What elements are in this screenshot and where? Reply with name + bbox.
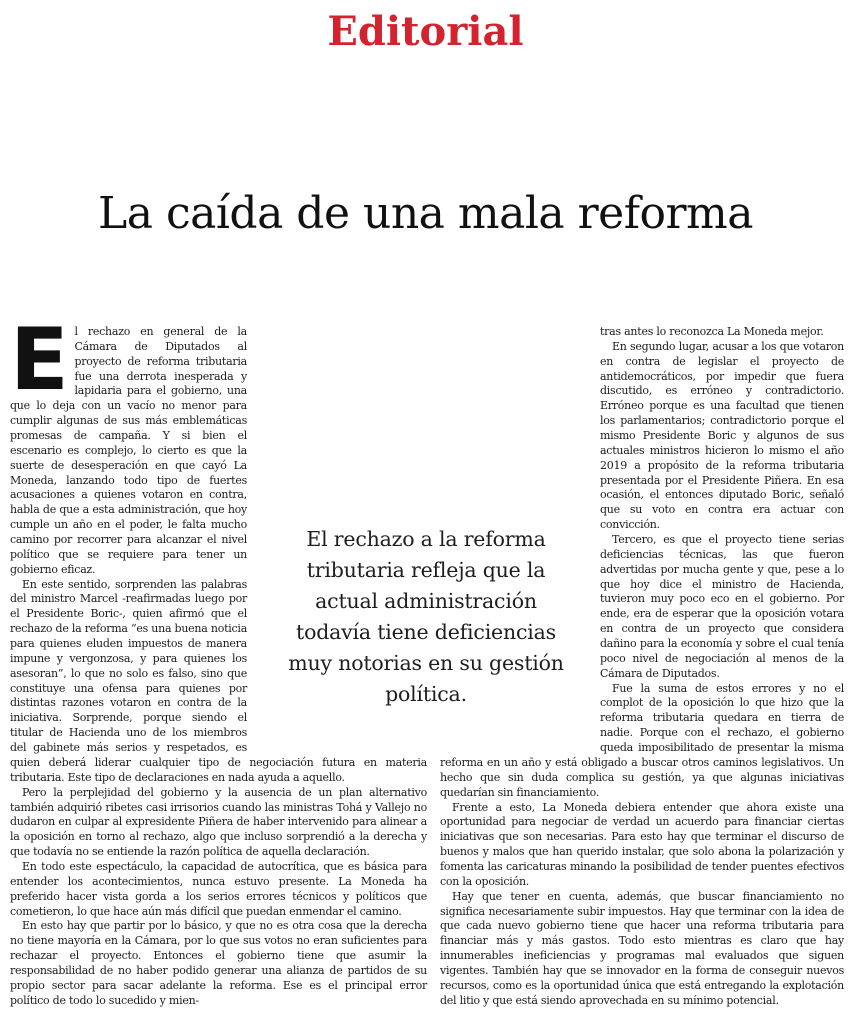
article-paragraph: Hay que tener en cuenta, además, que buscar financiamiento no significa necesariamente subir impuestos. Hay que terminar con la idea de que cada nuevo gobierno tiene que hacer una reforma tributaria para financiar más y más gastos. Todo esto mientras es claro que hay innumerables ineficiencias y programas mal evaluados que siguen vigentes. También hay que se innovador en la forma de conseguir nuevos recursos, como es la oportunidad única que está entregando la explotación del litio y que está siendo aprovechada en su mínimo potencial. [440, 889, 844, 1007]
article-paragraph: Pero la perplejidad del gobierno y la ausencia de un plan alternativo también adquirió ribetes casi irrisorios cuando las ministras Tohá y Vallejo no dudaron en culpar al expresidente Piñera de haber intervenido para alinear a la oposición en torno al rechazo, algo que incluso sorprendió a la derecha y que todavía no se entiende la razón política de aquella declaración. [10, 785, 427, 859]
article-paragraph: En esto hay que partir por lo básico, y que no es otra cosa que la derecha no tiene mayoría en la Cámara, por lo que sus votos no eran suficientes para rechazar el proyecto. Entonces el gobierno tiene que asumir la responsabilidad de no haber podido generar una alianza de partidos de su propio sector para sacar adelante la reforma. Ese es el principal error político de todo lo sucedido y mien- [10, 919, 427, 1007]
article-paragraph: Frente a esto, La Moneda debiera entender que ahora existe una oportunidad para negociar de verdad un acuerdo para financiar ciertas iniciativas que son necesarias. Para esto hay que terminar el discurso de buenos y malos que han querido instalar, que solo abona la polarización y fomenta las caricaturas minando la posibilidad de tender puentes efectivos con la oposición. [440, 800, 844, 888]
drop-cap: E [10, 310, 69, 410]
article-paragraph: En este sentido, sorprenden las palabras del ministro Marcel -reafirmadas luego por el Presidente Boric-, quien afirmó que el rechazo de la reforma “es una buena noticia para quienes eluden impuestos de manera impune y vergonzosa, y para quienes los asesoran”, lo que no solo es falso, sino que constituye una ofensa para quienes por distintas razones votaron en contra de la iniciativa. Sorprende, porque siendo el titular de Hacienda uno de los miembros del gabinete más serios y respetados, es quien deberá liderar cualquier tipo de negociación futura en materia tributaria. Este tipo de declaraciones en nada ayuda a aquello. [10, 577, 427, 784]
article-paragraph: En segundo lugar, acusar a los que votaron en contra de legislar el proyecto de antidemocráticos, por impedir que fuera discutido, es erróneo y contradictorio. Erróneo porque es una facultad que tienen los parlamentarios; contradictorio porque el mismo Presidente Boric y algunos de sus actuales ministros hicieron lo mismo el año 2019 a propósito de la reforma tributaria presentada por el Presidente Piñera. En esa ocasión, el entonces diputado Boric, señaló que su voto en contra era actuar con convicción. [600, 339, 844, 532]
article-paragraph: Tercero, es que el proyecto tiene serias deficiencias técnicas, las que fueron advertidas por mucha gente y que, pese a lo que hoy dice el ministro de Hacienda, tuvieron muy poco eco en el gobierno. Por ende, era de esperar que la oposición votara en contra de un proyecto que considera dañino para la economía y sobre el cual tenía poco nivel de negociación al menos de la Cámara de Diputados. [600, 533, 844, 680]
article-paragraph: En todo este espectáculo, la capacidad de autocrítica, que es básica para entender los acontecimientos, nunca estuvo presente. La Moneda ha preferido hacer vista gorda a los serios errores técnicos y políticos que cometieron, lo que hace aún más difícil que puedan enmendar el camino. [10, 859, 427, 918]
article-paragraph: El rechazo en general de la Cámara de Diputados al proyecto de reforma tributaria fue una derrota inesperada y lapidaria para el gobierno, una que lo deja con un vacío no menor para cumplir algunas de sus más emblemáticas promesas de campaña. Y si bien el escenario es complejo, lo cierto es que la suerte de desesperación en que cayó La Moneda, lanzando todo tipo de fuertes acusaciones a quienes votaron en contra, habla de que a esta administración, que hoy cumple un año en el poder, le falta mucho camino por recorrer para alcanzar el nivel político que se requiere para tener un gobierno eficaz. [10, 310, 247, 576]
article-headline: La caída de una mala reforma [98, 188, 753, 239]
pull-quote: El rechazo a la reforma tributaria refleja que la actual administración todavía tiene deficiencias muy notorias en su gestión política. [288, 527, 564, 706]
article-paragraph: Fue la suma de estos errores y no el complot de la oposición lo que hizo que la reforma tributaria quedara en tierra de nadie. Porque con el rechazo, el gobierno queda imposibilitado de presentar la misma reforma en un año y está obligado a buscar otros caminos legislativos. Un hecho que sin duda complica su gestión, ya que algunas iniciativas quedarían sin financiamiento. [440, 681, 844, 799]
section-label: Editorial [327, 8, 524, 55]
article-paragraph: tras antes lo reconozca La Moneda mejor. [600, 325, 824, 338]
